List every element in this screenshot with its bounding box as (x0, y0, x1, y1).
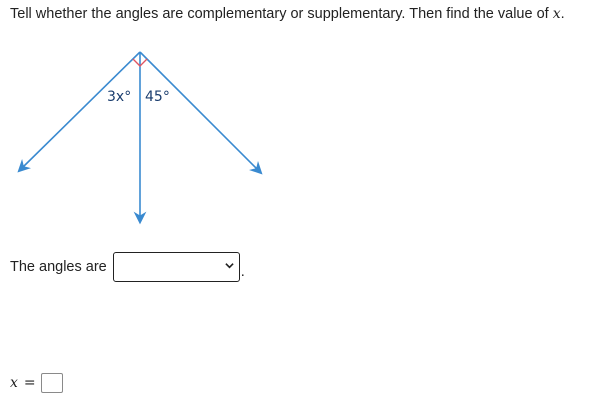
answer-period: . (240, 264, 245, 280)
angle-type-label: The angles are (10, 259, 107, 275)
angle-type-row (10, 251, 245, 283)
x-variable: x (10, 375, 18, 391)
question-prompt (10, 5, 565, 23)
x-value-row (10, 371, 63, 395)
chevron-down-icon (225, 261, 234, 270)
right-ray (140, 52, 258, 170)
angle-type-dropdown[interactable] (113, 252, 240, 282)
prompt-period: . (560, 6, 565, 22)
x-value-input[interactable] (41, 373, 63, 393)
prompt-variable: x (552, 6, 561, 22)
left-angle-label: 3x° (107, 89, 132, 105)
angle-figure (0, 40, 300, 230)
equals-sign: = (23, 375, 36, 391)
right-angle-label: 45° (145, 89, 170, 105)
prompt-text: Tell whether the angles are complementary or supplementary. Then find the value of (10, 6, 553, 22)
left-ray (22, 52, 140, 168)
